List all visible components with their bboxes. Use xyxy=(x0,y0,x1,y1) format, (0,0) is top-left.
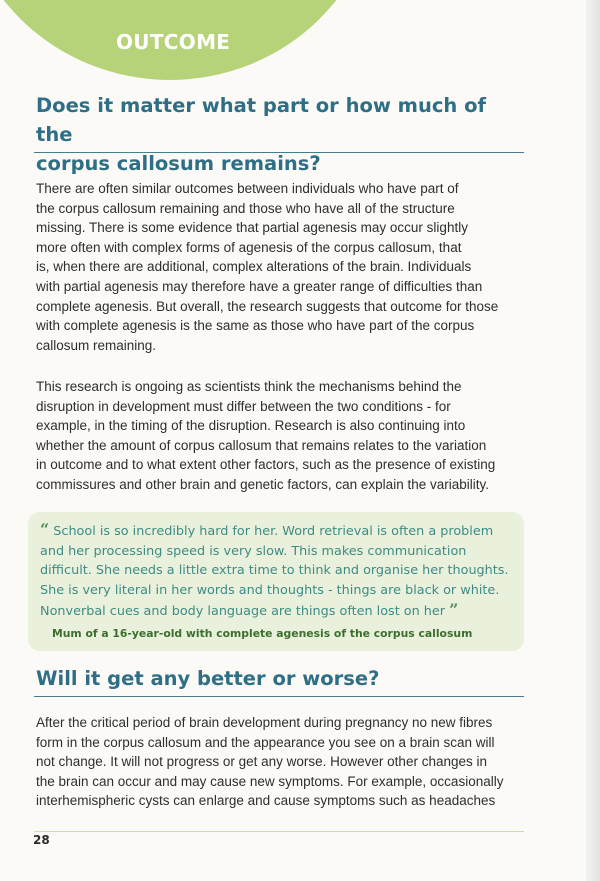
heading1-line: Does it matter what part or how much of the xyxy=(36,94,486,146)
text-line: commissures and other brain and genetic factors, can explain the variability. xyxy=(36,476,489,492)
quote-line-text: School is so incredibly hard for her. Word retrieval is often a problem xyxy=(53,524,494,539)
quote-line: difficult. She needs a little extra time to think and organise her thoughts. xyxy=(40,563,509,578)
open-quote-mark: “ xyxy=(40,520,50,539)
text-line: the brain can occur and may cause new symptoms. For example, occasionally xyxy=(36,773,504,789)
heading-better-or-worse: Will it get any better or worse? xyxy=(36,667,380,690)
text-line: with complete agenesis is the same as those who have part of the corpus xyxy=(36,318,475,334)
quote-line xyxy=(40,600,509,622)
heading-underline xyxy=(34,696,524,697)
text-line: interhemispheric cysts can enlarge and cause symptoms such as headaches xyxy=(36,793,496,809)
quote-line: She is very literal in her words and thoughts - things are black or white. xyxy=(40,582,500,598)
section-label: OUTCOME xyxy=(116,30,231,54)
heading-underline xyxy=(34,152,524,153)
paragraph-brain-development xyxy=(36,713,530,811)
text-line: disruption in development must differ between the two conditions - for xyxy=(36,398,451,414)
text-line: whether the amount of corpus callosum that remains relates to the variation xyxy=(36,437,487,453)
text-line: with partial agenesis may therefore have a greater range of difficulties than xyxy=(36,278,483,294)
heading1-line: corpus callosum remains? xyxy=(36,152,321,175)
text-line: more often with complex forms of agenesis of the corpus callosum, that xyxy=(36,239,462,255)
text-line: missing. There is some evidence that partial agenesis may occur slightly xyxy=(36,220,468,236)
text-line: form in the corpus callosum and the appearance you see on a brain scan will xyxy=(36,734,495,750)
page-number: 28 xyxy=(33,833,50,847)
close-quote-mark: ” xyxy=(449,600,459,619)
heading-corpus-callosum-remains xyxy=(36,91,506,178)
text-line: the corpus callosum remaining and those who have all of the structure xyxy=(36,200,455,216)
quote-attribution: Mum of a 16-year-old with complete agenesis of the corpus callosum xyxy=(52,627,473,640)
quote-line: and her processing speed is very slow. This makes communication xyxy=(40,543,467,559)
text-line: callosum remaining. xyxy=(36,337,157,353)
text-line: is, when there are additional, complex alterations of the brain. Individuals xyxy=(36,259,472,275)
quote-text xyxy=(40,520,509,622)
text-line: This research is ongoing as scientists think the mechanisms behind the xyxy=(36,379,462,394)
text-line: After the critical period of brain development during pregnancy no new fibres xyxy=(36,715,493,730)
quote-line xyxy=(40,520,509,542)
quote-line-text: Nonverbal cues and body language are things often lost on her xyxy=(40,604,446,619)
text-line: in outcome and to what extent other factors, such as the presence of existing xyxy=(36,457,496,473)
text-line: not change. It will not progress or get any worse. However other changes in xyxy=(36,754,487,770)
paragraph-research xyxy=(36,377,530,495)
text-line: example, in the timing of the disruption. Research is also continuing into xyxy=(36,418,466,434)
page-edge-shadow xyxy=(586,0,600,881)
paragraph-outcomes xyxy=(36,179,530,355)
text-line: There are often similar outcomes between individuals who have part of xyxy=(36,181,459,196)
footer-rule xyxy=(34,831,524,832)
text-line: complete agenesis. But overall, the research suggests that outcome for those xyxy=(36,298,499,314)
